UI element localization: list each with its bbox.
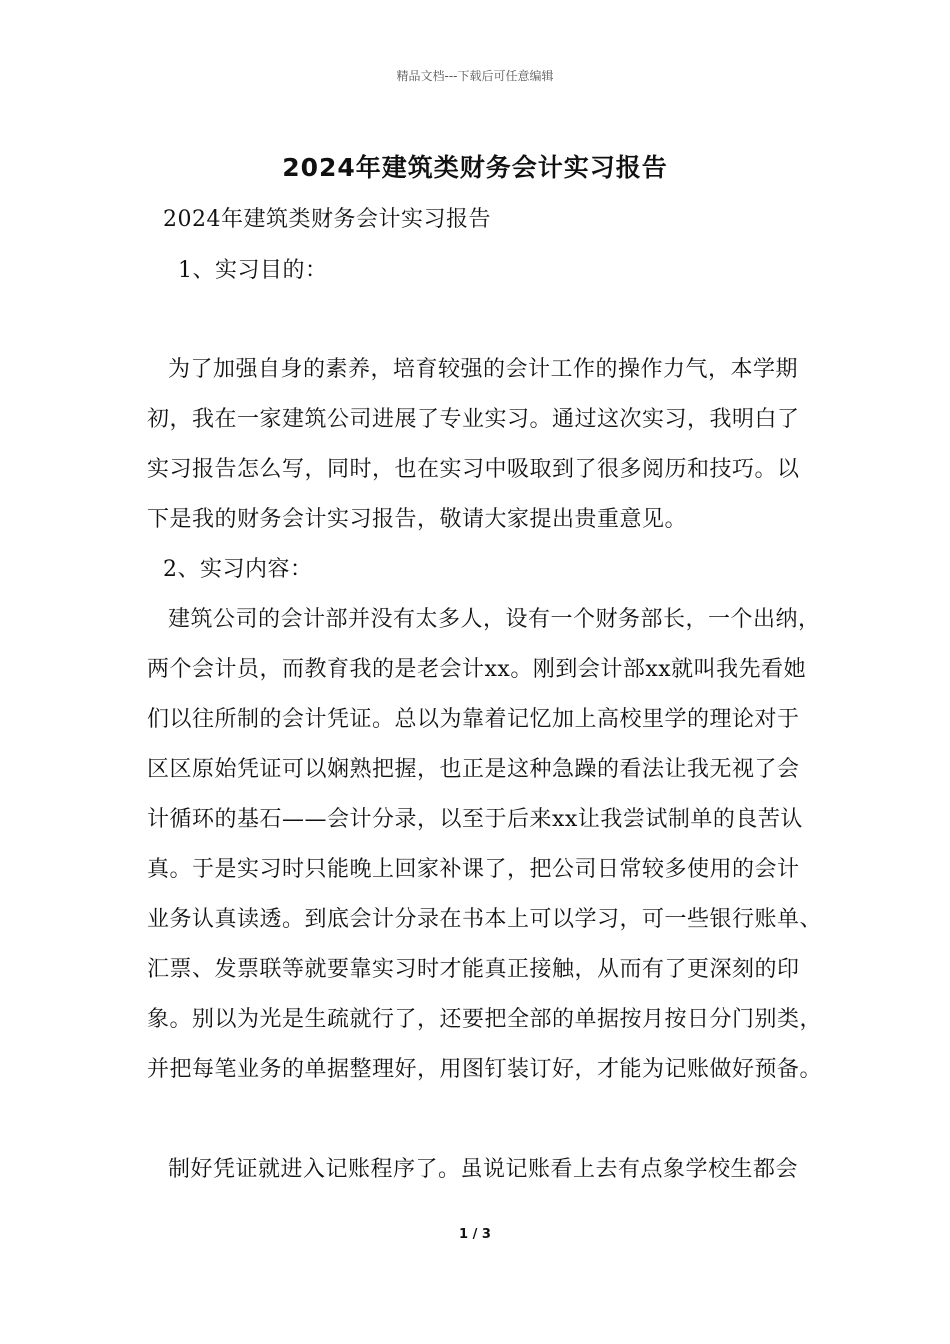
section-2-heading: 2、实习内容： xyxy=(163,557,313,582)
section-1-heading: 1、实习目的： xyxy=(178,258,328,283)
paragraph-line: 们以往所制的会计凭证。总以为靠着记忆加上高校里学的理论对于 xyxy=(147,707,800,732)
paragraph-line: 区区原始凭证可以娴熟把握，也正是这种急躁的看法让我无视了会 xyxy=(147,757,800,782)
paragraph-line: 两个会计员，而教育我的是老会计xx。刚到会计部xx就叫我先看她 xyxy=(147,657,807,682)
paragraph-line: 下是我的财务会计实习报告，敬请大家提出贵重意见。 xyxy=(147,507,688,532)
paragraph-line: 计循环的基石——会计分录，以至于后来xx让我尝试制单的良苦认 xyxy=(147,807,803,832)
document-subtitle: 2024年建筑类财务会计实习报告 xyxy=(163,207,491,232)
paragraph-line: 业务认真读透。到底会计分录在书本上可以学习，可一些银行账单、 xyxy=(147,907,823,932)
paragraph-line: 真。于是实习时只能晚上回家补课了，把公司日常较多使用的会计 xyxy=(147,857,800,882)
paragraph-line: 实习报告怎么写，同时，也在实习中吸取到了很多阅历和技巧。以 xyxy=(147,457,800,482)
paragraph-line: 为了加强自身的素养，培育较强的会计工作的操作力气，本学期 xyxy=(168,357,799,382)
paragraph-line: 并把每笔业务的单据整理好，用图钉装订好，才能为记账做好预备。 xyxy=(147,1057,823,1082)
paragraph-line: 初，我在一家建筑公司进展了专业实习。通过这次实习，我明白了 xyxy=(147,407,800,432)
document-title: 2024年建筑类财务会计实习报告 xyxy=(282,153,668,182)
page-number: 1 / 3 xyxy=(459,1227,491,1242)
paragraph-line: 汇票、发票联等就要靠实习时才能真正接触，从而有了更深刻的印 xyxy=(147,957,800,982)
page-header: 精品文档---下载后可任意编辑 xyxy=(396,69,554,83)
paragraph-line: 建筑公司的会计部并没有太多人，设有一个财务部长，一个出纳， xyxy=(168,607,821,632)
paragraph-line: 象。别以为光是生疏就行了，还要把全部的单据按月按日分门别类， xyxy=(147,1007,823,1032)
paragraph-line: 制好凭证就进入记账程序了。虽说记账看上去有点象学校生都会 xyxy=(168,1157,799,1182)
